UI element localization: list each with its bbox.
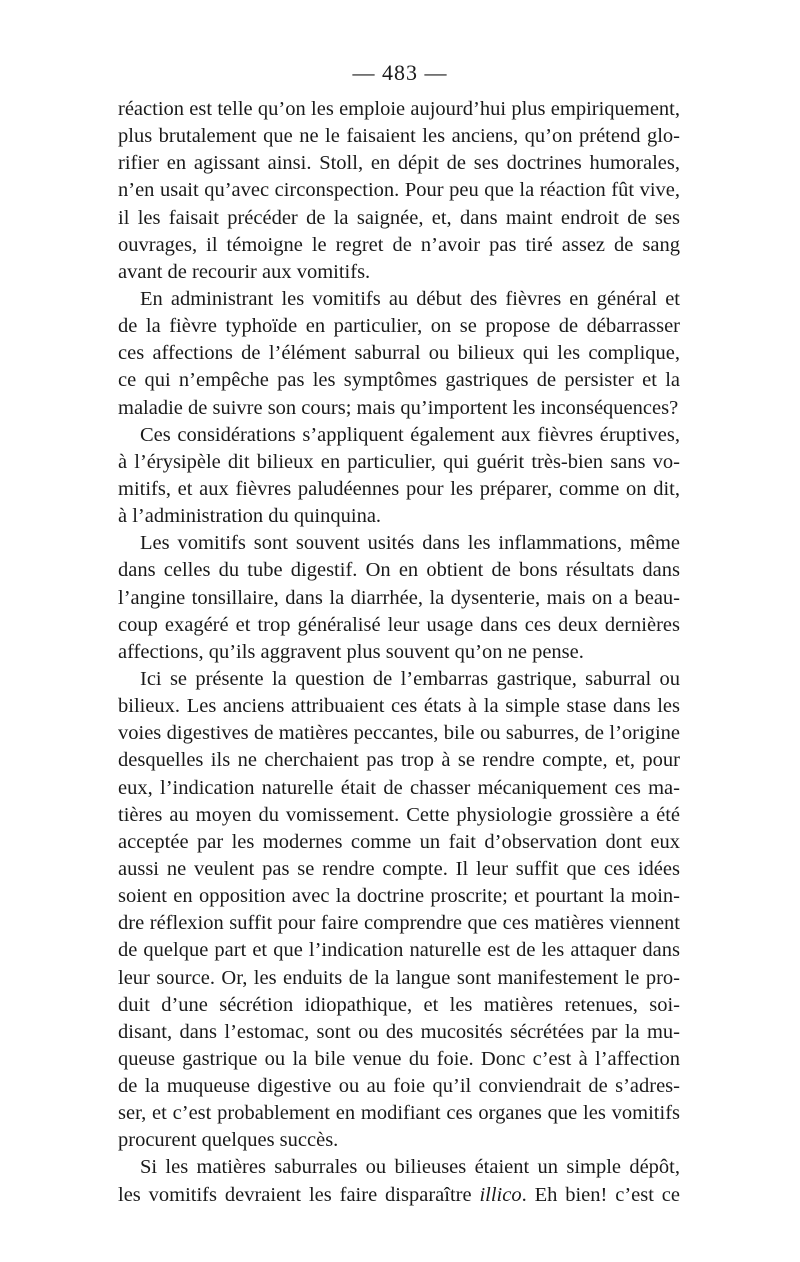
text-line: disant, dans l’estomac, sont ou des mucosités sécrétées par la mu- bbox=[118, 1020, 680, 1043]
text-line: de la muqueuse digestive ou au foie qu’il conviendrait de s’adres- bbox=[118, 1075, 680, 1098]
text-line: rifier en agissant ainsi. Stoll, en dépit de ses doctrines humorales, bbox=[118, 152, 680, 175]
text-line: de la fièvre typhoïde en particulier, on se propose de débarrasser bbox=[118, 315, 680, 338]
text-line: à l’érysipèle dit bilieux en particulier, qui guérit très-bien sans vo- bbox=[118, 450, 680, 473]
text-line: réaction est telle qu’on les emploie aujourd’hui plus empiriquement, bbox=[118, 98, 680, 120]
text-line: avant de recourir aux vomitifs. bbox=[118, 260, 371, 283]
text-line: duit d’une sécrétion idiopathique, et les matières retenues, soi- bbox=[118, 993, 680, 1016]
text-line: dre réflexion suffit pour faire comprendre que ces matières viennent bbox=[118, 912, 680, 935]
text-line: desquelles ils ne cherchaient pas trop à se rendre compte, et, pour bbox=[118, 749, 680, 772]
text-line: ces affections de l’élément saburral ou bilieux qui les complique, bbox=[118, 342, 680, 365]
text-line: procurent quelques succès. bbox=[118, 1129, 339, 1152]
text-line: Les vomitifs sont souvent usités dans les inflammations, même bbox=[140, 532, 680, 555]
text-line: ser, et c’est probablement en modifiant ces organes que les vomitifs bbox=[118, 1102, 680, 1125]
text-line: voies digestives de matières peccantes, bile ou saburres, de l’origine bbox=[118, 722, 680, 745]
text-line: il les faisait précéder de la saignée, et, dans maint endroit de ses bbox=[118, 206, 680, 229]
text-line: Si les matières saburrales ou bilieuses étaient un simple dépôt, bbox=[140, 1156, 680, 1179]
text-line: coup exagéré et trop généralisé leur usage dans ces deux dernières bbox=[118, 613, 680, 636]
text-line: les vomitifs devraient les faire disparaître illico. Eh bien! c’est ce bbox=[118, 1183, 680, 1206]
text-line: affections, qu’ils aggravent plus souvent qu’on ne pense. bbox=[118, 640, 584, 663]
text-line: mitifs, et aux fièvres paludéennes pour les préparer, comme on dit, bbox=[118, 477, 680, 500]
text-line: dans celles du tube digestif. On en obtient de bons résultats dans bbox=[118, 559, 680, 582]
text-line: soient en opposition avec la doctrine proscrite; et pourtant la moin- bbox=[118, 885, 680, 908]
text-line: bilieux. Les anciens attribuaient ces états à la simple stase dans les bbox=[118, 695, 680, 718]
text-line: n’en usait qu’avec circonspection. Pour peu que la réaction fût vive, bbox=[118, 179, 680, 202]
text-line: eux, l’indication naturelle était de chasser mécaniquement ces ma- bbox=[118, 776, 680, 799]
text-line: aussi ne veulent pas se rendre compte. Il leur suffit que ces idées bbox=[118, 857, 680, 880]
text-line: à l’administration du quinquina. bbox=[118, 505, 382, 528]
text-line: acceptée par les modernes comme un fait d’observation dont eux bbox=[118, 830, 680, 853]
text-line: de quelque part et que l’indication naturelle est de les attaquer dans bbox=[118, 939, 680, 962]
text-line: queuse gastrique ou la bile venue du foie. Donc c’est à l’affection bbox=[118, 1047, 680, 1070]
text-line: l’angine tonsillaire, dans la diarrhée, la dysenterie, mais on a beau- bbox=[118, 586, 680, 609]
text-line: ce qui n’empêche pas les symptômes gastriques de persister et la bbox=[118, 369, 680, 392]
text-line: maladie de suivre son cours; mais qu’importent les inconséquences? bbox=[118, 396, 679, 419]
text-line: ouvrages, il témoigne le regret de n’avoir pas tiré assez de sang bbox=[118, 233, 680, 256]
text-line: tières au moyen du vomissement. Cette physiologie grossière a été bbox=[118, 803, 680, 826]
text-line: Ici se présente la question de l’embarras gastrique, saburral ou bbox=[140, 667, 680, 690]
text-line: En administrant les vomitifs au début des fièvres en général et bbox=[140, 287, 680, 310]
body-text bbox=[118, 96, 680, 1209]
text-line: Ces considérations s’appliquent également aux fièvres éruptives, bbox=[140, 423, 680, 446]
text-line: leur source. Or, les enduits de la langue sont manifestement le pro- bbox=[118, 966, 680, 989]
page-number: — 483 — bbox=[352, 60, 448, 85]
italic-word: illico bbox=[479, 1183, 522, 1206]
text-line: plus brutalement que ne le faisaient les anciens, qu’on prétend glo- bbox=[118, 125, 680, 148]
